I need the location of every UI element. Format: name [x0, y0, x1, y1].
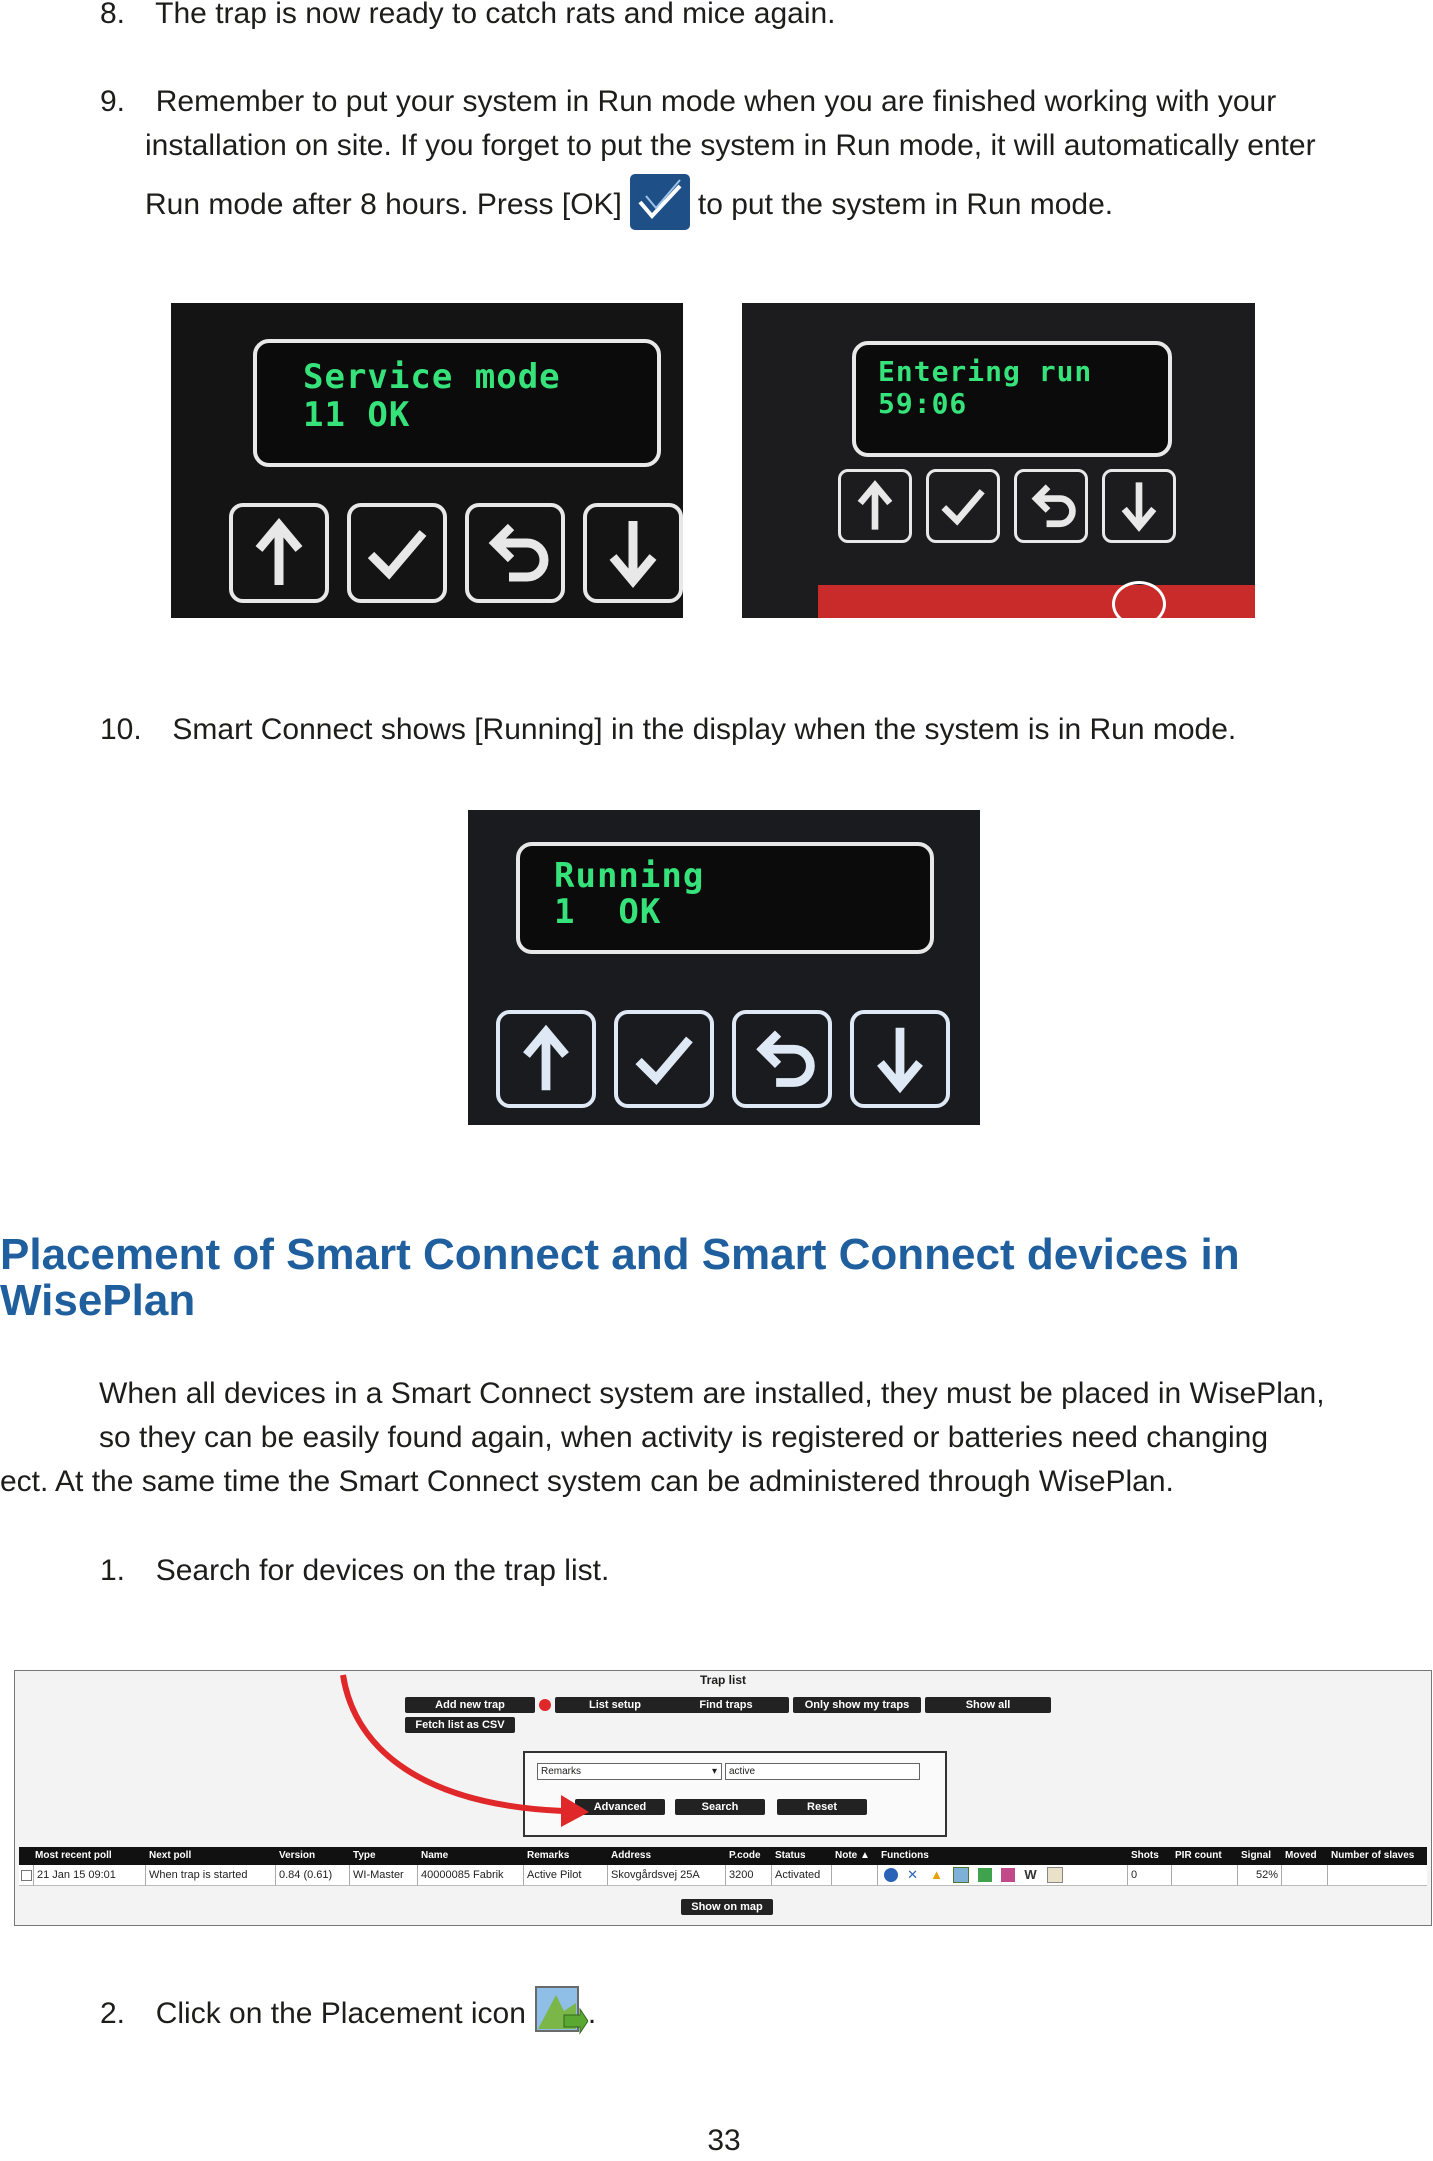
search-button[interactable]: Search	[675, 1799, 765, 1815]
col-name[interactable]: Name	[421, 1850, 449, 1861]
step-2	[100, 1989, 596, 2041]
arrow-down-icon	[1102, 469, 1176, 543]
page-number: 33	[707, 2124, 741, 2157]
back-arrow-icon	[732, 1010, 832, 1108]
show-all-button[interactable]: Show all	[925, 1697, 1051, 1713]
advanced-button[interactable]: Advanced	[575, 1799, 665, 1815]
reset-button[interactable]: Reset	[777, 1799, 867, 1815]
ok-check-icon	[630, 174, 690, 230]
check-icon	[347, 503, 447, 603]
col-shots[interactable]: Shots	[1131, 1850, 1159, 1861]
lcd-display	[253, 339, 661, 467]
step-number: 1.	[100, 1554, 126, 1587]
col-pcode[interactable]: P.code	[729, 1850, 761, 1861]
step-text: Click on the Placement icon	[155, 1996, 526, 2030]
cell-name: 40000085 Fabrik	[417, 1865, 504, 1885]
cell-address: Skovgårdsvej 25A	[607, 1865, 700, 1885]
col-version[interactable]: Version	[279, 1850, 316, 1861]
step-8	[100, 0, 836, 36]
cell-number-of-slaves	[1327, 1865, 1425, 1885]
tools-icon[interactable]: ✕	[907, 1867, 918, 1883]
brand-strip	[818, 585, 1255, 618]
cell-pcode: 3200	[725, 1865, 753, 1885]
map-icon[interactable]	[978, 1868, 992, 1882]
lcd-line1: Running	[554, 856, 705, 896]
lcd-display	[516, 842, 934, 954]
check-icon	[614, 1010, 714, 1108]
lcd-line2: 1 OK	[554, 892, 662, 932]
photo-running	[468, 810, 980, 1125]
document-icon[interactable]	[1047, 1867, 1063, 1883]
only-show-my-traps-button[interactable]: Only show my traps	[793, 1697, 921, 1713]
wiseplan-icon[interactable]: W	[1024, 1867, 1037, 1883]
arrow-up-icon	[229, 503, 329, 603]
lcd-display	[852, 341, 1172, 457]
step-text: Smart Connect shows [Running] in the display when the system is in Run mode.	[172, 713, 1237, 746]
trap-list-title: Trap list	[699, 1673, 746, 1687]
col-type[interactable]: Type	[353, 1850, 376, 1861]
trap-list-screenshot	[14, 1670, 1432, 1926]
cell-note	[831, 1865, 877, 1885]
col-next-poll[interactable]: Next poll	[149, 1850, 192, 1861]
show-on-map-button[interactable]: Show on map	[681, 1899, 773, 1915]
dropdown-arrow-icon: ▾	[711, 1766, 717, 1777]
step-10	[100, 708, 1236, 752]
list-setup-button[interactable]: List setup	[555, 1697, 675, 1713]
lcd-line1: Entering run	[878, 355, 1093, 388]
step-text: The trap is now ready to catch rats and mice again.	[155, 0, 836, 30]
cell-shots: 0	[1127, 1865, 1137, 1885]
arrow-down-icon	[583, 503, 683, 603]
section-heading-line2: WisePlan	[0, 1276, 196, 1325]
table-row[interactable]	[19, 1865, 1427, 1886]
col-status[interactable]: Status	[775, 1850, 806, 1861]
add-new-trap-button[interactable]: Add new trap	[405, 1697, 535, 1713]
arrow-up-icon	[496, 1010, 596, 1108]
col-remarks[interactable]: Remarks	[527, 1850, 570, 1861]
photo-entering-run	[742, 303, 1255, 618]
col-most-recent-poll[interactable]: Most recent poll	[35, 1850, 112, 1861]
section-body-line3: ect. At the same time the Smart Connect system can be administered through WisePlan.	[0, 1465, 1174, 1498]
step-9-line3	[145, 178, 1113, 234]
cell-functions	[877, 1865, 1127, 1885]
filter-field-value: Remarks	[541, 1766, 582, 1777]
placement-icon[interactable]	[953, 1867, 969, 1883]
step-suffix: .	[587, 1996, 597, 2030]
red-arrow-annotation	[335, 1671, 595, 1831]
find-traps-button[interactable]: Find traps	[663, 1697, 789, 1713]
col-functions[interactable]: Functions	[881, 1850, 929, 1861]
step-9-line2: installation on site. If you forget to put the system in Run mode, it will automatically enter	[145, 129, 1316, 162]
step-9	[100, 80, 1276, 124]
cell-type: WI-Master	[349, 1865, 404, 1885]
table-header-row	[19, 1847, 1427, 1865]
arrow-up-icon	[838, 469, 912, 543]
row-checkbox[interactable]	[21, 1870, 32, 1881]
step-1	[100, 1549, 609, 1593]
cell-status: Activated	[771, 1865, 820, 1885]
cell-most-recent-poll: 21 Jan 15 09:01	[33, 1865, 116, 1885]
settings-icon[interactable]	[1001, 1868, 1015, 1882]
keypad	[496, 1010, 968, 1108]
keypad	[229, 503, 683, 603]
step-number: 2.	[100, 1996, 126, 2030]
photo-service-mode	[171, 303, 683, 618]
section-body-line1: When all devices in a Smart Connect system are installed, they must be placed in WisePlan,	[99, 1377, 1325, 1410]
step-number: 9.	[100, 85, 126, 118]
arrow-down-icon	[850, 1010, 950, 1108]
lcd-line1: Service mode	[303, 357, 561, 397]
keypad	[838, 469, 1190, 543]
step-number: 8.	[100, 0, 126, 30]
info-icon[interactable]	[884, 1868, 898, 1882]
col-pir-count[interactable]: PIR count	[1175, 1850, 1222, 1861]
section-body-line2: so they can be easily found again, when activity is registered or batteries need changing	[99, 1421, 1269, 1454]
col-moved[interactable]: Moved	[1285, 1850, 1317, 1861]
cell-signal: 52%	[1237, 1865, 1281, 1885]
warning-icon[interactable]: ▲	[930, 1867, 943, 1883]
filter-value-input[interactable]: active	[725, 1763, 920, 1780]
cell-pir-count	[1171, 1865, 1237, 1885]
step-text-line3b: to put the system in Run mode.	[697, 187, 1114, 221]
col-signal[interactable]: Signal	[1241, 1850, 1272, 1861]
lcd-line2: 59:06	[878, 387, 968, 420]
section-heading-line1: Placement of Smart Connect and Smart Connect devices in	[0, 1230, 1240, 1279]
check-icon	[926, 469, 1000, 543]
cell-remarks: Active Pilot	[523, 1865, 581, 1885]
cell-moved	[1281, 1865, 1327, 1885]
cell-next-poll: When trap is started	[145, 1865, 247, 1885]
col-note[interactable]: Note ▲	[835, 1850, 870, 1861]
step-text: Search for devices on the trap list.	[155, 1554, 610, 1587]
back-arrow-icon	[465, 503, 565, 603]
step-number: 10.	[100, 713, 142, 746]
lcd-line2: 11 OK	[303, 395, 411, 435]
step-text-line1: Remember to put your system in Run mode when you are finished working with your	[155, 85, 1277, 118]
cell-version: 0.84 (0.61)	[275, 1865, 332, 1885]
step-text-line3a: Run mode after 8 hours. Press [OK]	[145, 187, 622, 221]
col-number-of-slaves[interactable]: Number of slaves	[1331, 1850, 1415, 1861]
back-arrow-icon	[1014, 469, 1088, 543]
fetch-csv-button[interactable]: Fetch list as CSV	[405, 1717, 515, 1733]
col-address[interactable]: Address	[611, 1850, 652, 1861]
placement-icon	[534, 1985, 588, 2037]
